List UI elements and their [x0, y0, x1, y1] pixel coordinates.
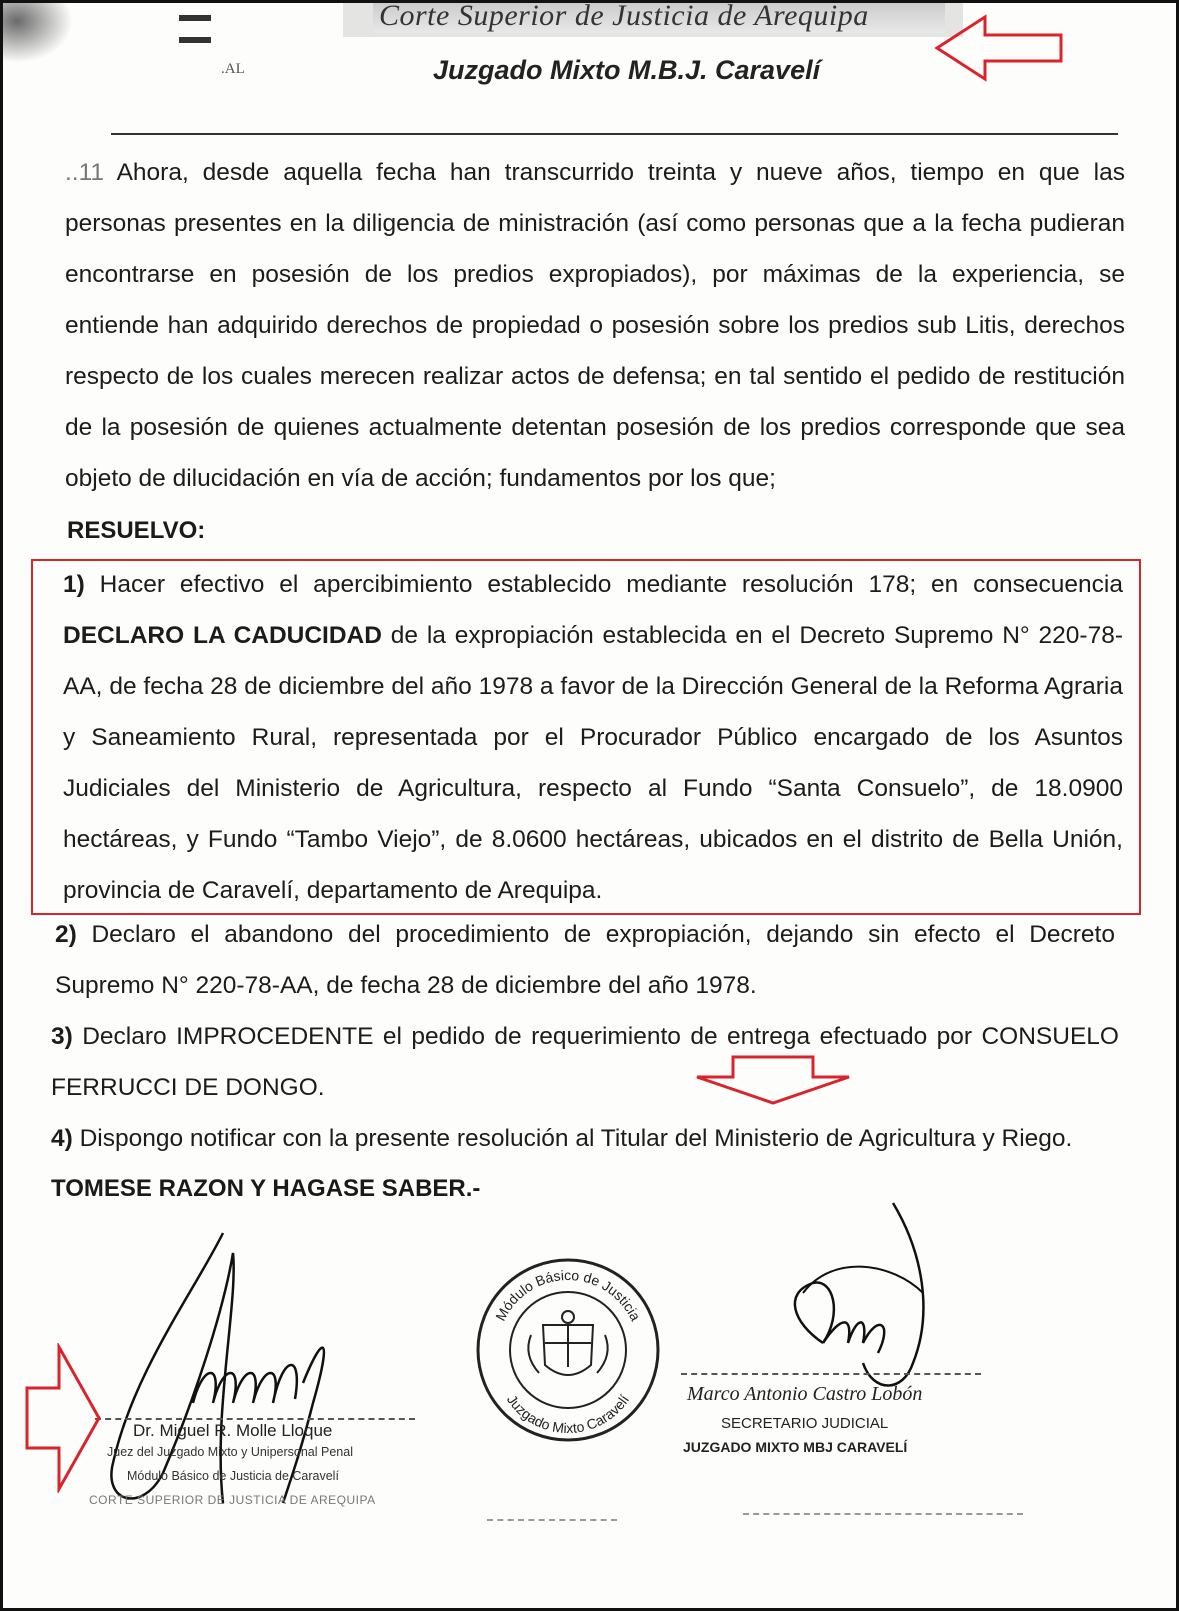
seal-bottom-text: Juzgado Mixto Caravelí: [503, 1391, 633, 1437]
secretary-signature-line: [681, 1373, 981, 1375]
judge-name: Dr. Miguel R. Molle Lloque: [133, 1421, 333, 1440]
judge-module: Módulo Básico de Justicia de Caravelí: [127, 1469, 339, 1483]
intro-paragraph: [65, 147, 1125, 504]
arrow-down-icon: [693, 1053, 853, 1105]
item-text-b: de la expropiación establecida en el Decreto Supremo N° 220-78-AA, de fecha 28 de diciembre del año 1978 a favor de la Dirección General de la Reforma Agraria y Saneamiento Rural, representada por el Procurador Público encargado de los Asuntos Judiciales del Ministerio de Agricultura, respecto al Fundo “Santa Consuelo”, de 18.0900 hectáreas, y Fundo “Tambo Viejo”, de 8.0600 hectáreas, ubicados en el distrito de Bella Unión, provincia de Caravelí, departamento de Arequipa.: [63, 622, 1123, 904]
resolution-item-3: [51, 1011, 1119, 1113]
court-seal-stamp: [473, 1255, 663, 1445]
item-number: 1): [63, 571, 85, 598]
corner-logo-mark: [179, 15, 211, 43]
item-text: Declaro el abandono del procedimiento de expropiación, dejando sin efecto el Decreto Supremo N° 220-78-AA, de fecha 28 de diciembre del año 1978.: [55, 921, 1115, 999]
seal-top-text: Módulo Básico de Justicia: [492, 1266, 644, 1324]
scan-smudge: [3, 3, 73, 63]
secretary-name: Marco Antonio Castro Lobón: [687, 1383, 923, 1405]
arrow-left-icon: [933, 13, 1065, 83]
item-number: 2): [55, 921, 77, 948]
arrow-right-icon: [23, 1343, 103, 1493]
court-office: Juzgado Mixto M.B.J. Caravelí: [433, 55, 821, 85]
court-name: Corte Superior de Justicia de Arequipa: [373, 0, 945, 33]
judge-signature-line: [95, 1418, 415, 1420]
item-text: Dispongo notificar con la presente resolución al Titular del Ministerio de Agricultura y Riego.: [72, 1125, 1073, 1152]
item-text-a: Hacer efectivo el apercibimiento establecido mediante resolución 178; en consecuencia: [84, 571, 1123, 598]
secretary-office: JUZGADO MIXTO MBJ CARAVELÍ: [683, 1439, 908, 1455]
item-text: Declaro IMPROCEDENTE el pedido de requerimiento de entrega efectuado por CONSUELO FERRUCCI DE DONGO.: [51, 1023, 1119, 1101]
footer-rule: [743, 1513, 1023, 1515]
corner-text: .AL: [221, 61, 245, 77]
judge-title: Juez del Juzgado Mixto y Unipersonal Penal: [107, 1445, 353, 1459]
item-bold-text: DECLARO LA CADUCIDAD: [63, 622, 382, 649]
judge-court: CORTE SUPERIOR DE JUSTICIA DE AREQUIPA: [89, 1493, 376, 1507]
item-number: 4): [51, 1125, 73, 1152]
closing-formula: TOMESE RAZON Y HAGASE SABER.-: [51, 1175, 481, 1202]
resolution-item-4: [51, 1113, 1121, 1164]
header-divider: [111, 133, 1118, 135]
resolution-item-2: [55, 909, 1115, 1011]
paragraph-prefix: ..11: [65, 159, 105, 186]
judge-signature: [73, 1213, 453, 1513]
footer-rule: [487, 1519, 617, 1521]
resolution-item-1: [63, 559, 1123, 916]
intro-text: Ahora, desde aquella fecha han transcurrido treinta y nueve años, tiempo en que las personas presentes en la diligencia de ministración (así como personas que a la fecha pudieran encontrarse en posesión de los predios expropiados), por máximas de la experiencia, se entiende han adquirido derechos de propiedad o posesión sobre los predios sub Litis, derechos respecto de los cuales merecen realizar actos de defensa; en tal sentido el pedido de restitución de la posesión de quienes actualmente detentan posesión de los predios corresponde que sea objeto de dilucidación en vía de acción; fundamentos por los que;: [65, 159, 1125, 492]
secretary-title: SECRETARIO JUDICIAL: [721, 1415, 889, 1432]
resolve-heading: RESUELVO:: [67, 517, 206, 544]
item-number: 3): [51, 1023, 73, 1050]
